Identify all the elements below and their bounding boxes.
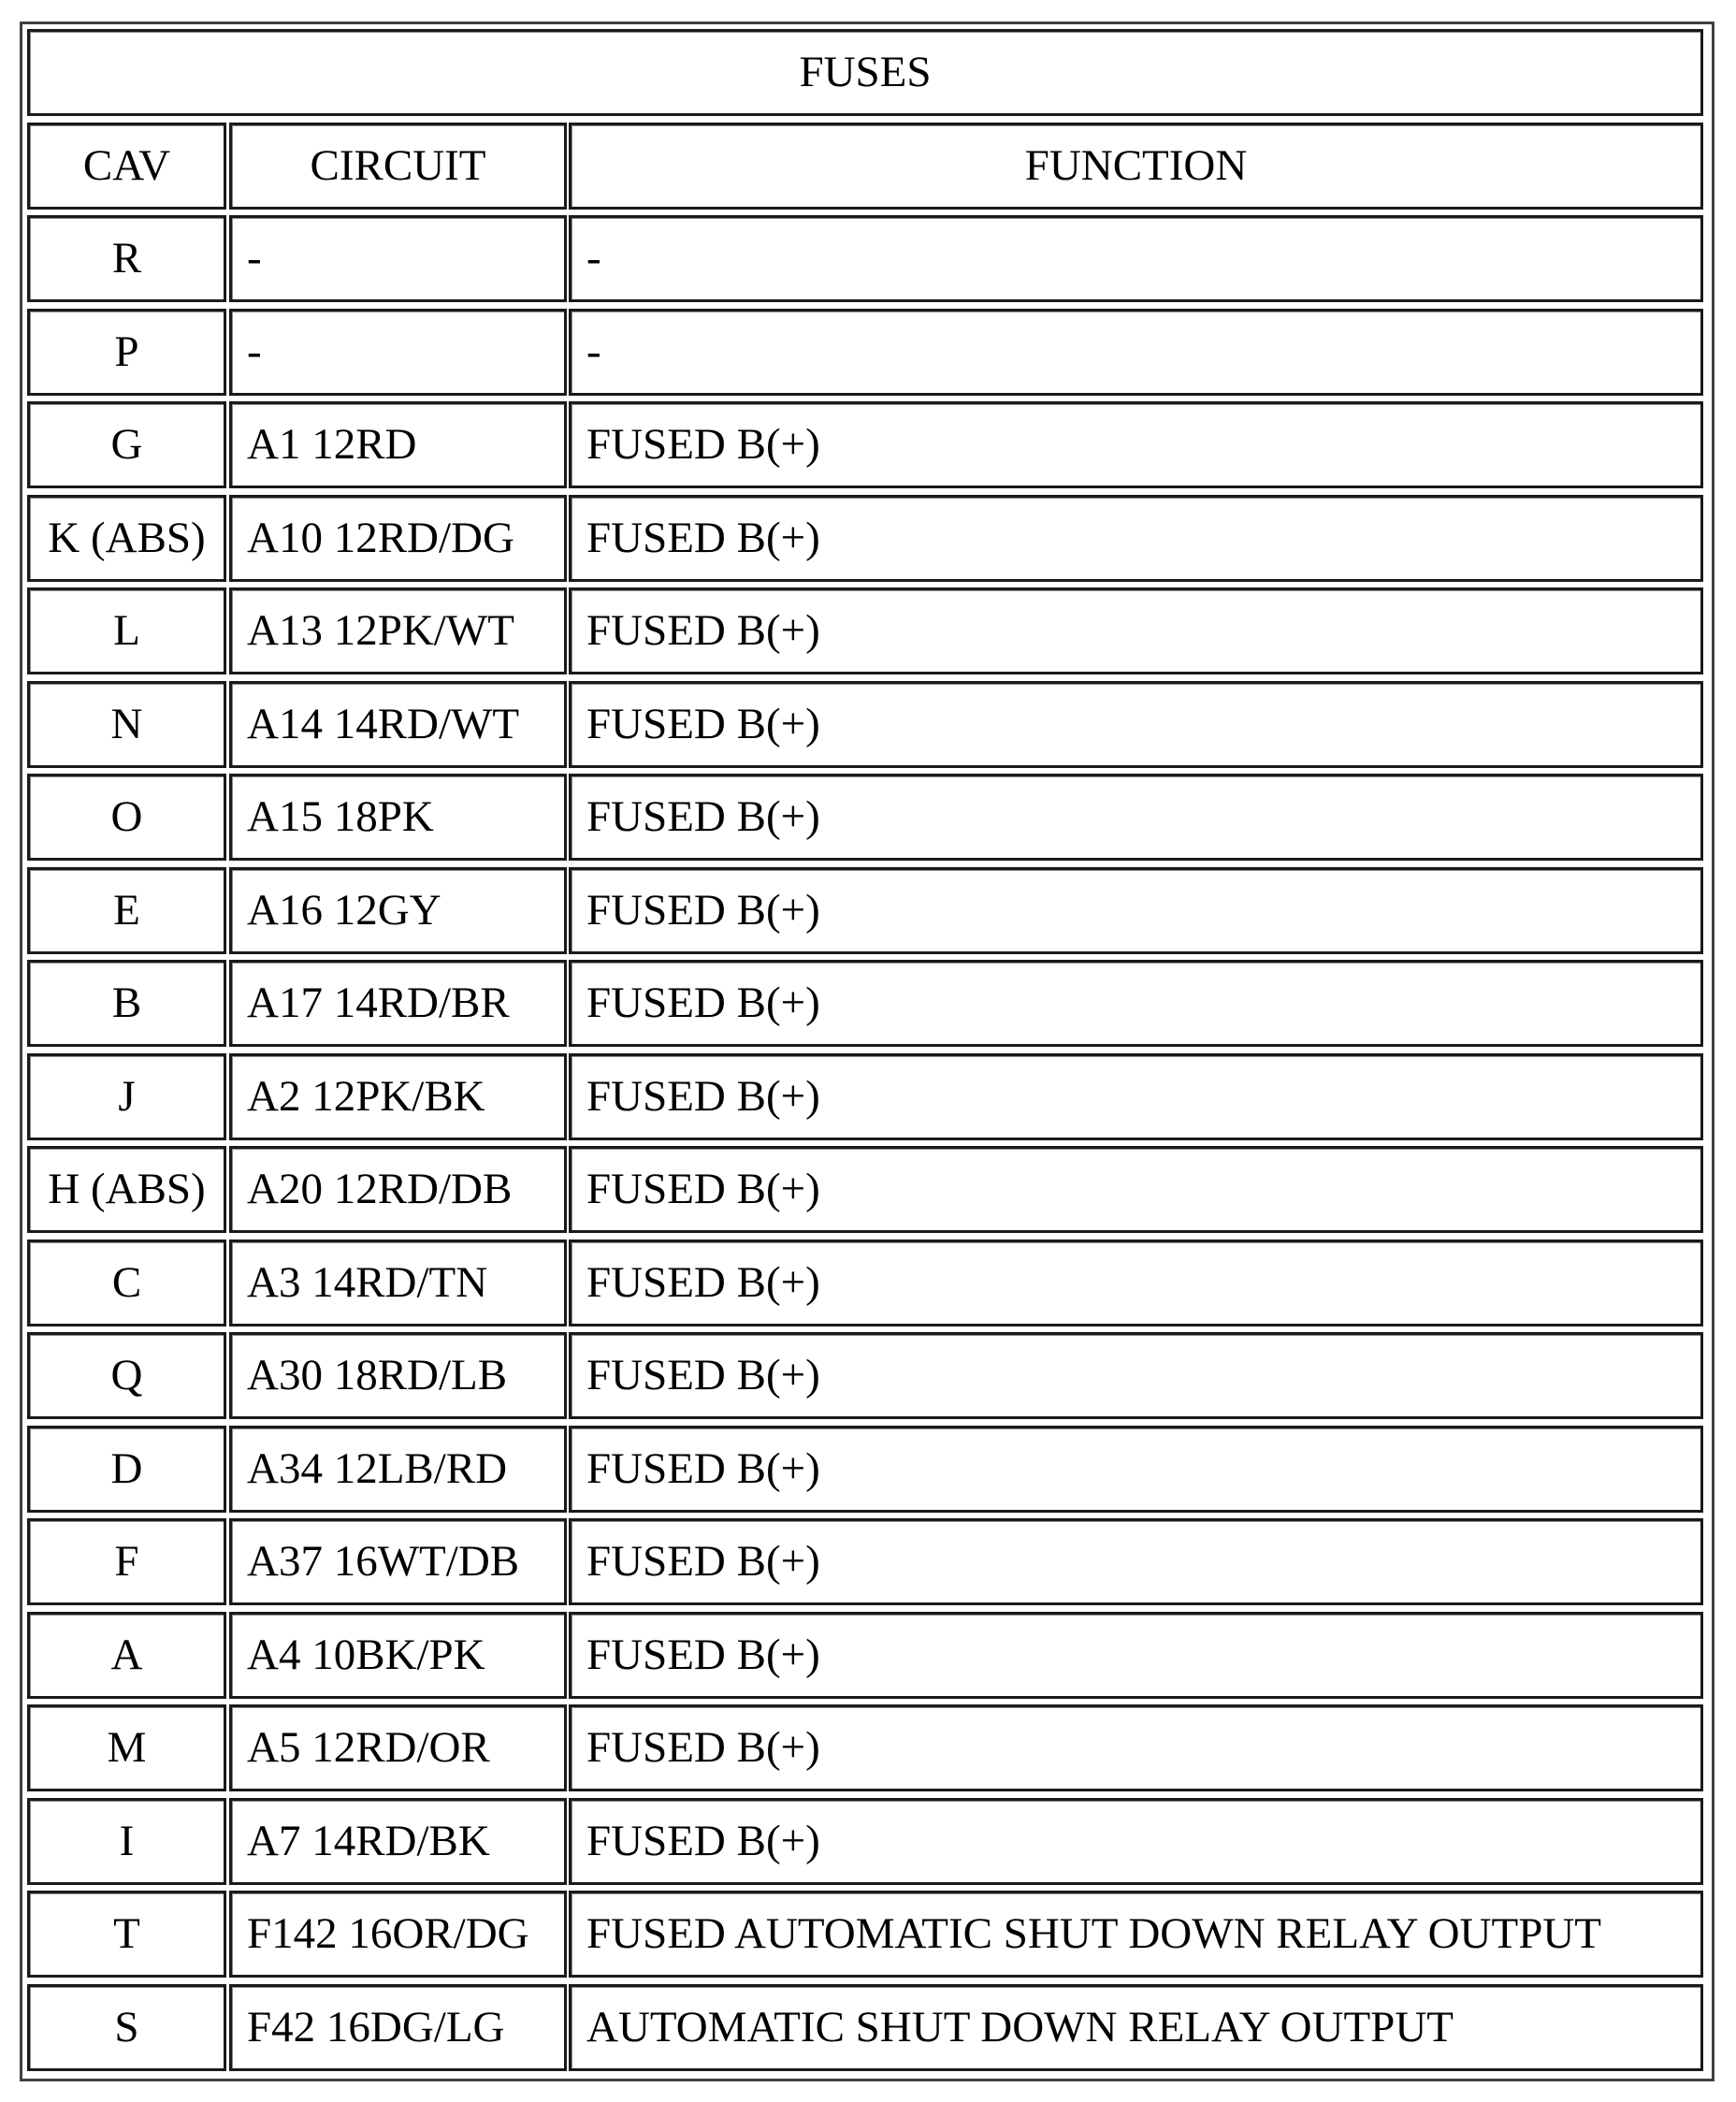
cav-cell: M (27, 1704, 226, 1791)
function-cell: FUSED B(+) (569, 1518, 1703, 1605)
circuit-cell: A14 14RD/WT (229, 681, 567, 768)
function-cell: FUSED B(+) (569, 1239, 1703, 1326)
function-cell: FUSED B(+) (569, 401, 1703, 488)
circuit-cell: A1 12RD (229, 401, 567, 488)
function-cell: AUTOMATIC SHUT DOWN RELAY OUTPUT (569, 1984, 1703, 2071)
circuit-cell: F42 16DG/LG (229, 1984, 567, 2071)
circuit-cell: - (229, 215, 567, 302)
function-cell: FUSED B(+) (569, 960, 1703, 1047)
circuit-cell: A34 12LB/RD (229, 1426, 567, 1513)
cav-cell: H (ABS) (27, 1146, 226, 1233)
circuit-cell: A5 12RD/OR (229, 1704, 567, 1791)
circuit-cell: A17 14RD/BR (229, 960, 567, 1047)
cav-cell: K (ABS) (27, 495, 226, 582)
function-cell: FUSED B(+) (569, 867, 1703, 954)
cav-cell: C (27, 1239, 226, 1326)
function-cell: FUSED B(+) (569, 1053, 1703, 1140)
column-header-function: FUNCTION (569, 123, 1703, 210)
cav-cell: L (27, 587, 226, 674)
cav-cell: B (27, 960, 226, 1047)
cav-cell: F (27, 1518, 226, 1605)
circuit-cell: A30 18RD/LB (229, 1332, 567, 1419)
function-cell: FUSED B(+) (569, 587, 1703, 674)
function-cell: FUSED B(+) (569, 1332, 1703, 1419)
function-cell: FUSED B(+) (569, 1146, 1703, 1233)
function-cell: - (569, 309, 1703, 396)
circuit-cell: F142 16OR/DG (229, 1891, 567, 1978)
cav-cell: E (27, 867, 226, 954)
cav-cell: R (27, 215, 226, 302)
function-cell: FUSED B(+) (569, 1426, 1703, 1513)
cav-cell: A (27, 1612, 226, 1699)
function-cell: FUSED B(+) (569, 1612, 1703, 1699)
column-header-circuit: CIRCUIT (229, 123, 567, 210)
circuit-cell: A20 12RD/DB (229, 1146, 567, 1233)
cav-cell: J (27, 1053, 226, 1140)
function-cell: FUSED B(+) (569, 1704, 1703, 1791)
fuses-table (27, 29, 1707, 2074)
function-cell: FUSED B(+) (569, 774, 1703, 861)
function-cell: FUSED B(+) (569, 495, 1703, 582)
circuit-cell: A13 12PK/WT (229, 587, 567, 674)
column-header-cav: CAV (27, 123, 226, 210)
cav-cell: P (27, 309, 226, 396)
circuit-cell: A7 14RD/BK (229, 1798, 567, 1885)
cav-cell: N (27, 681, 226, 768)
cav-cell: O (27, 774, 226, 861)
function-cell: FUSED B(+) (569, 681, 1703, 768)
cav-cell: D (27, 1426, 226, 1513)
circuit-cell: A16 12GY (229, 867, 567, 954)
circuit-cell: A3 14RD/TN (229, 1239, 567, 1326)
table-title: FUSES (27, 29, 1703, 116)
circuit-cell: A15 18PK (229, 774, 567, 861)
function-cell: FUSED AUTOMATIC SHUT DOWN RELAY OUTPUT (569, 1891, 1703, 1978)
cav-cell: S (27, 1984, 226, 2071)
fuses-table-frame (20, 22, 1714, 2081)
circuit-cell: A2 12PK/BK (229, 1053, 567, 1140)
function-cell: - (569, 215, 1703, 302)
circuit-cell: A10 12RD/DG (229, 495, 567, 582)
cav-cell: I (27, 1798, 226, 1885)
circuit-cell: - (229, 309, 567, 396)
cav-cell: T (27, 1891, 226, 1978)
cav-cell: Q (27, 1332, 226, 1419)
circuit-cell: A37 16WT/DB (229, 1518, 567, 1605)
cav-cell: G (27, 401, 226, 488)
circuit-cell: A4 10BK/PK (229, 1612, 567, 1699)
function-cell: FUSED B(+) (569, 1798, 1703, 1885)
